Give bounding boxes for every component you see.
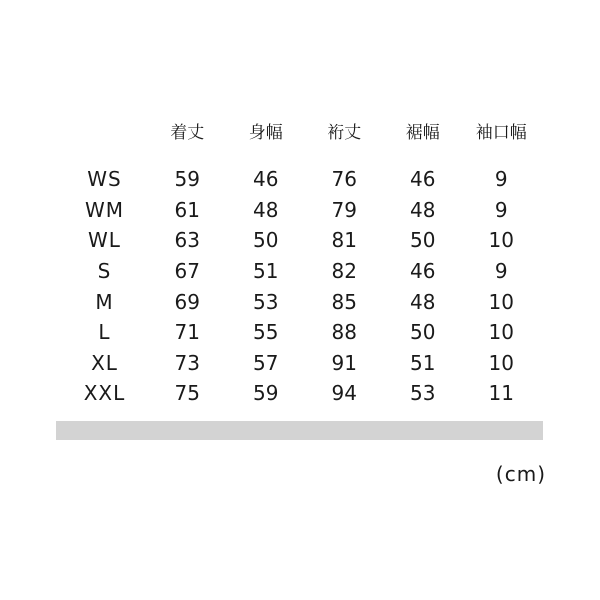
measurement-cell: 50 xyxy=(253,228,279,253)
size-row-label: WM xyxy=(84,197,125,222)
measurement-cell: 81 xyxy=(331,228,357,253)
measurement-cell: 9 xyxy=(494,197,508,222)
size-row-label: M xyxy=(95,289,114,314)
measurement-cell: 76 xyxy=(331,167,357,192)
measurement-cell: 61 xyxy=(174,197,200,222)
measurement-cell: 59 xyxy=(174,167,200,192)
measurement-cell: 48 xyxy=(410,197,436,222)
measurement-cell: 79 xyxy=(331,197,357,222)
measurement-cell: 53 xyxy=(253,289,279,314)
measurement-cell: 88 xyxy=(331,320,357,345)
column-header: 着丈 xyxy=(170,122,205,143)
measurement-cell: 11 xyxy=(488,381,514,406)
measurement-cell: 59 xyxy=(253,381,279,406)
measurement-cell: 53 xyxy=(410,381,436,406)
measurement-cell: 51 xyxy=(410,350,436,375)
measurement-cell: 46 xyxy=(410,259,436,284)
unit-label: (cm) xyxy=(495,462,546,486)
measurement-cell: 10 xyxy=(488,320,514,345)
measurement-cell: 67 xyxy=(174,259,200,284)
measurement-cell: 94 xyxy=(331,381,357,406)
measurement-cell: 75 xyxy=(174,381,200,406)
size-table-body xyxy=(61,164,541,409)
measurement-cell: 51 xyxy=(253,259,279,284)
measurement-cell: 46 xyxy=(410,167,436,192)
size-row-label: XL xyxy=(91,350,118,375)
column-header: 身幅 xyxy=(248,122,283,143)
column-header: 裾幅 xyxy=(405,122,440,143)
size-row-label: S xyxy=(97,259,112,284)
size-row-label: WL xyxy=(88,228,121,253)
measurement-cell: 91 xyxy=(331,350,357,375)
measurement-cell: 50 xyxy=(410,228,436,253)
measurement-cell: 57 xyxy=(253,350,279,375)
measurement-cell: 55 xyxy=(253,320,279,345)
measurement-cell: 10 xyxy=(488,350,514,375)
size-row-label: XXL xyxy=(83,381,126,406)
measurement-cell: 71 xyxy=(174,320,200,345)
measurement-cell: 50 xyxy=(410,320,436,345)
column-header: 裄丈 xyxy=(327,122,362,143)
measurement-cell: 10 xyxy=(488,228,514,253)
measurement-cell: 85 xyxy=(331,289,357,314)
measurement-cell: 10 xyxy=(488,289,514,314)
size-table-header-row xyxy=(61,116,541,144)
column-header: 袖口幅 xyxy=(475,122,527,143)
measurement-cell: 46 xyxy=(253,167,279,192)
measurement-cell: 9 xyxy=(494,259,508,284)
measurement-cell: 48 xyxy=(410,289,436,314)
size-row-label: WS xyxy=(87,167,122,192)
divider-bar xyxy=(56,421,543,440)
measurement-cell: 69 xyxy=(174,289,200,314)
measurement-cell: 63 xyxy=(174,228,200,253)
measurement-cell: 9 xyxy=(494,167,508,192)
size-row-label: L xyxy=(98,320,111,345)
measurement-cell: 73 xyxy=(174,350,200,375)
measurement-cell: 48 xyxy=(253,197,279,222)
measurement-cell: 82 xyxy=(331,259,357,284)
